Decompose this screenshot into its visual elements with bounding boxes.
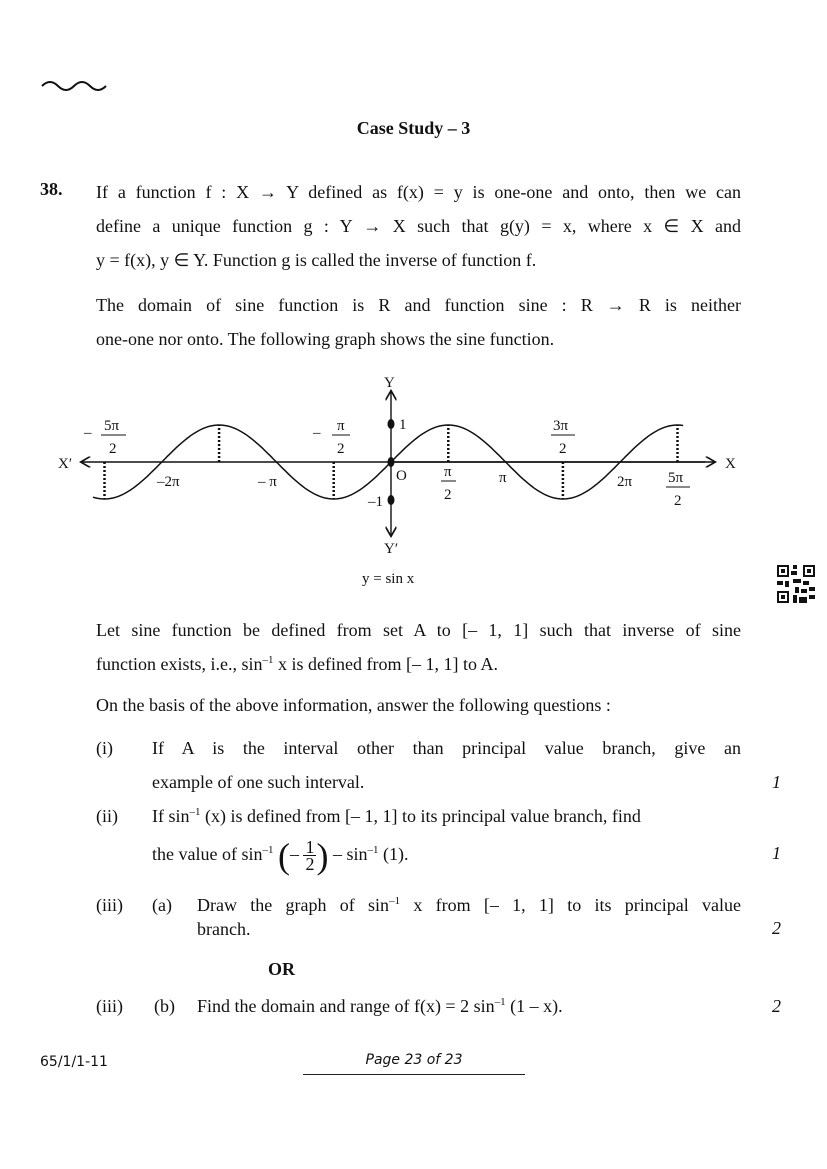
label-neg-2pi: –2π bbox=[157, 474, 180, 490]
label-minus-one: –1 bbox=[368, 494, 383, 510]
qr-code bbox=[777, 565, 815, 603]
q-ii-label: (ii) bbox=[96, 806, 118, 826]
label-pi: π bbox=[499, 470, 507, 486]
superscript: –1 bbox=[262, 654, 274, 666]
label-y-prime: Y′ bbox=[384, 541, 399, 557]
superscript: –1 bbox=[262, 844, 274, 856]
q-iii-a-label: (iii) bbox=[96, 895, 123, 915]
q-iii-a-marks: 2 bbox=[772, 918, 781, 938]
text: (1). bbox=[378, 844, 409, 864]
label-neg-5pi-2-num: 5π bbox=[104, 418, 120, 434]
numerator: 1 bbox=[305, 837, 315, 858]
text: – sin bbox=[332, 844, 368, 864]
text: (1 – x). bbox=[505, 996, 563, 1016]
case-study-title: Case Study – 3 bbox=[356, 118, 471, 138]
label-5pi-2-num: 5π bbox=[668, 470, 684, 486]
label-2pi: 2π bbox=[617, 474, 633, 490]
text: Find the domain and range of f(x) = 2 sin bbox=[197, 996, 495, 1016]
point-minus-one bbox=[388, 495, 395, 505]
fraction-one-half bbox=[303, 837, 316, 875]
intro-line: If a function f : X → Y defined as f(x) = y is one-one and onto, then we can bbox=[96, 182, 741, 202]
label-neg-pi-2-den: 2 bbox=[337, 441, 345, 457]
q-iii-a-sub: (a) bbox=[152, 895, 172, 915]
label-origin: O bbox=[396, 468, 407, 484]
text: x from [– 1, 1] to its principal value bbox=[400, 895, 741, 915]
q-iii-a-text bbox=[197, 888, 741, 941]
q-iii-b-sub: (b) bbox=[154, 996, 175, 1016]
label-pi-2-den: 2 bbox=[444, 487, 452, 503]
label-neg-pi-2-num: π bbox=[337, 418, 345, 434]
label-x: X bbox=[725, 456, 736, 472]
q-ii-line1 bbox=[152, 799, 741, 833]
paper-code: 65/1/1-11 bbox=[40, 1054, 108, 1070]
text: Draw the graph of sin bbox=[197, 895, 390, 915]
label-3pi-2-num: 3π bbox=[553, 418, 569, 434]
label-3pi-2-den: 2 bbox=[559, 441, 567, 457]
label-one: 1 bbox=[399, 417, 407, 433]
q-i-line: If A is the interval other than principal value branch, give an bbox=[152, 738, 741, 758]
superscript: –1 bbox=[189, 806, 201, 818]
label-pi-2-num: π bbox=[444, 464, 452, 480]
instruction: On the basis of the above information, answer the following questions : bbox=[96, 695, 611, 715]
intro-line: y = f(x), y ∈ Y. Function g is called the inverse of function f. bbox=[96, 250, 537, 270]
superscript: –1 bbox=[367, 844, 379, 856]
label-x-prime: X′ bbox=[58, 456, 73, 472]
q-iii-b-text bbox=[197, 989, 563, 1023]
para-line: The domain of sine function is R and function sine : R → R is neither bbox=[96, 295, 741, 315]
superscript: –1 bbox=[389, 895, 401, 907]
or-separator: OR bbox=[268, 959, 295, 979]
text: (x) is defined from [– 1, 1] to its principal value branch, find bbox=[200, 806, 641, 826]
label-neg-5pi-2-sign: – bbox=[84, 425, 92, 441]
q-ii-marks: 1 bbox=[772, 843, 781, 863]
domain-paragraph bbox=[96, 613, 741, 681]
text: If sin bbox=[152, 806, 190, 826]
minus-sign: – bbox=[289, 844, 299, 864]
text: the value of sin bbox=[152, 844, 263, 864]
q-i-text bbox=[152, 731, 741, 799]
q-i-line: example of one such interval. bbox=[152, 772, 365, 792]
denominator: 2 bbox=[305, 854, 315, 875]
label-y: Y bbox=[384, 375, 395, 391]
q-ii-line2: the value of $\sin^{-1}$ (– $\frac{1}{2}$ ) – $\sin^{-1} (1)$. bbox=[152, 835, 409, 876]
q-i-label: (i) bbox=[96, 738, 113, 758]
para-line: one-one nor onto. The following graph shows the sine function. bbox=[96, 329, 555, 349]
point-origin bbox=[388, 457, 395, 467]
q-i-marks: 1 bbox=[772, 772, 781, 792]
text: x is defined from [– 1, 1] to A. bbox=[273, 654, 498, 674]
superscript: –1 bbox=[494, 996, 506, 1008]
label-5pi-2-den: 2 bbox=[674, 493, 682, 509]
page-number: Page 23 of 23 bbox=[303, 1052, 525, 1075]
wave-decoration bbox=[40, 76, 110, 96]
label-neg-5pi-2-den: 2 bbox=[109, 441, 117, 457]
label-neg-pi-2-sign: – bbox=[313, 425, 321, 441]
text: function exists, i.e., sin bbox=[96, 654, 263, 674]
sine-paragraph bbox=[96, 288, 741, 356]
intro-line: define a unique function g : Y → X such that g(y) = x, where x ∈ X and bbox=[96, 216, 741, 236]
graph-caption: y = sin x bbox=[362, 571, 415, 587]
q-iii-b-label: (iii) bbox=[96, 996, 123, 1016]
question-number: 38. bbox=[40, 179, 63, 199]
para-line: Let sine function be defined from set A to [– 1, 1] such that inverse of sine bbox=[96, 620, 741, 640]
sine-graph bbox=[0, 360, 827, 590]
text: branch. bbox=[197, 919, 251, 939]
intro-paragraph bbox=[96, 175, 741, 277]
point-one bbox=[388, 419, 395, 429]
q-iii-b-marks: 2 bbox=[772, 996, 781, 1016]
label-neg-pi: – π bbox=[258, 474, 277, 490]
